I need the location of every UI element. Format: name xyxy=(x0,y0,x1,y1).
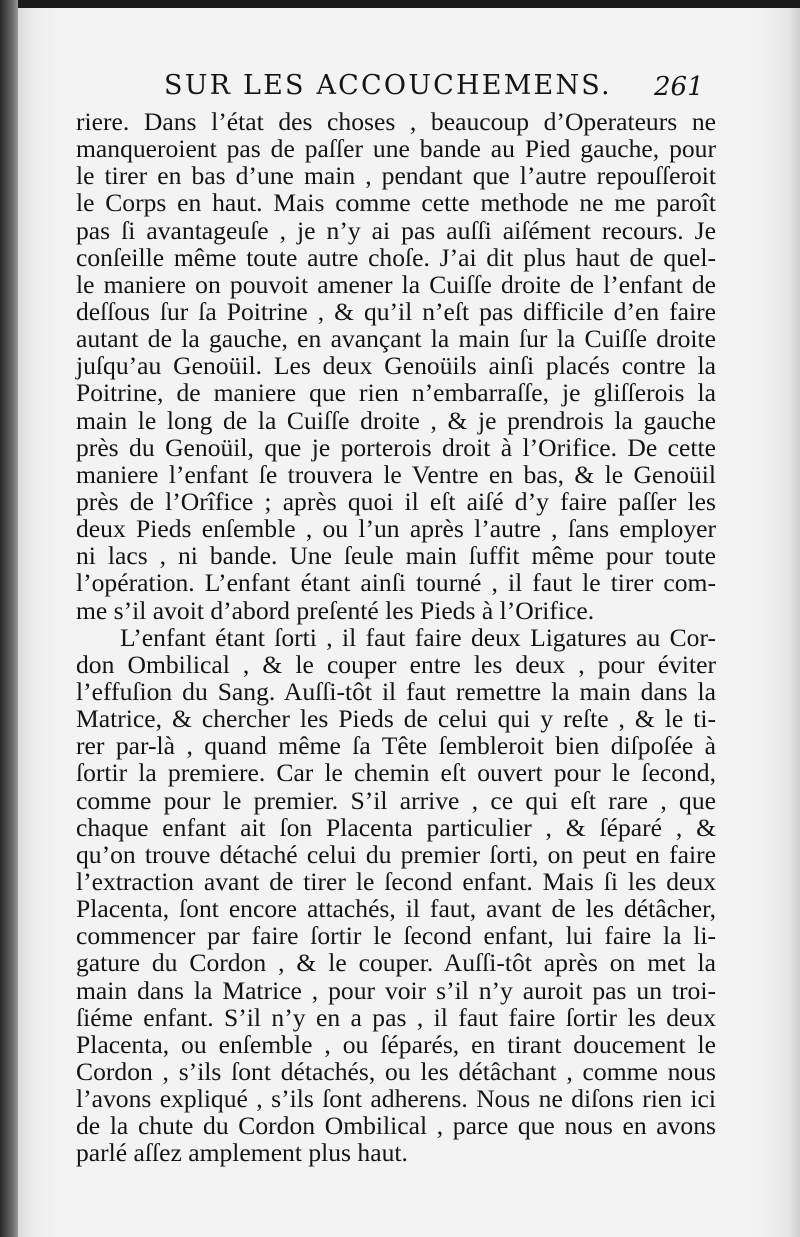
text-line: près du Genoüil, que je porterois droit à l’Orifice. De cette xyxy=(76,432,716,462)
text-line: Placenta, ou enſemble , ou ſéparés, en tirant doucement le xyxy=(76,1029,716,1059)
text-line: autant de la gauche, en avançant la main ſur la Cuiſſe droite xyxy=(76,324,716,354)
text-line: Placenta, ſont encore attachés, il faut, avant de les détâcher, xyxy=(76,894,716,924)
text-line: Matrice, & chercher les Pieds de celui qui y reſte , & le ti- xyxy=(76,704,716,734)
text-line: riere. Dans l’état des choses , beaucoup d’Operateurs ne xyxy=(76,107,716,136)
text-line: deux Pieds enſemble , ou l’un après l’autre , ſans employer xyxy=(76,514,716,544)
text-line: juſqu’au Genoüil. Les deux Genoüils ainſi placés contre la xyxy=(76,351,716,381)
paragraphs xyxy=(76,108,716,1166)
text-line: main dans la Matrice , pour voir s’il n’y auroit pas un troi- xyxy=(76,975,716,1005)
text-line: le Corps en haut. Mais comme cette methode ne me paroît xyxy=(76,188,716,218)
text-line: comme pour le premier. S’il arrive , ce qui eſt rare , que xyxy=(76,785,716,815)
text-line: qu’on trouve détaché celui du premier ſorti, on peut en faire xyxy=(76,839,716,869)
text-line: parlé aſſez amplement plus haut. xyxy=(76,1138,408,1168)
book-spine-shadow xyxy=(0,0,18,1237)
page-header xyxy=(18,70,800,110)
text-line: gature du Cordon , & le couper. Auſſi-tôt après on met la xyxy=(76,948,716,978)
paragraph xyxy=(76,624,716,1167)
text-line: rer par-là , quand même ſa Tête ſembleroit bien diſpoſée à xyxy=(76,731,716,761)
paragraph xyxy=(76,108,716,624)
text-line: ni lacs , ni bande. Une ſeule main ſuffit même pour toute xyxy=(76,541,716,571)
text-line: le maniere on pouvoit amener la Cuiſſe droite de l’enfant de xyxy=(76,269,716,299)
text-line: conſeille même toute autre choſe. J’ai dit plus haut de quel- xyxy=(76,242,716,272)
text-line: l’extraction avant de tirer le ſecond enfant. Mais ſi les deux xyxy=(76,866,716,896)
text-line: chaque enfant ait ſon Placenta particulier , & ſéparé , & xyxy=(76,812,716,842)
text-line: l’opération. L’enfant étant ainſi tourné , il faut le tirer com- xyxy=(76,568,716,598)
text-line: don Ombilical , & le couper entre les deux , pour éviter xyxy=(76,649,716,679)
text-line: ſiéme enfant. S’il n’y en a pas , il faut faire ſortir les deux xyxy=(76,1002,716,1032)
text-line: commencer par faire ſortir le ſecond enfant, lui faire la li- xyxy=(76,921,716,951)
text-line: main le long de la Cuiſſe droite , & je prendrois la gauche xyxy=(76,405,716,435)
text-line: ſortir la premiere. Car le chemin eſt ouvert pour le ſecond, xyxy=(76,758,716,788)
text-line: deſſous ſur ſa Poitrine , & qu’il n’eſt pas difficile d’en faire xyxy=(76,296,716,326)
text-line: L’enfant étant ſorti , il faut faire deux Ligatures au Cor- xyxy=(120,622,716,652)
text-line: Cordon , s’ils ſont détachés, ou les détâchant , comme nous xyxy=(76,1056,716,1086)
text-line: près de l’Orîfice ; après quoi il eſt aiſé d’y faire paſſer les xyxy=(76,486,716,516)
text-line: l’avons expliqué , s’ils ſont adherens. Nous ne diſons rien ici xyxy=(76,1084,716,1114)
text-line: de la chute du Cordon Ombilical , parce que nous en avons xyxy=(76,1111,716,1141)
text-line: manqueroient pas de paſſer une bande au Pied gauche, pour xyxy=(76,134,716,164)
text-line: le tirer en bas d’une main , pendant que l’autre repouſſeroit xyxy=(76,161,716,191)
body-text xyxy=(76,108,716,1166)
running-head: SUR LES ACCOUCHEMENS. xyxy=(164,70,612,101)
text-line: maniere l’enfant ſe trouvera le Ventre en bas, & le Genoüil xyxy=(76,459,716,489)
text-line: pas ſi avantageuſe , je n’y ai pas auſſi aiſément recours. Je xyxy=(76,215,716,245)
book-page xyxy=(18,8,800,1237)
text-line: Poitrine, de maniere que rien n’embarraſſe, je gliſſerois la xyxy=(76,378,716,408)
text-line: me s’il avoit d’abord preſenté les Pieds à l’Orifice. xyxy=(76,595,595,625)
text-line: l’effuſion du Sang. Auſſi-tôt il faut remettre la main dans la xyxy=(76,676,716,706)
page-number: 261 xyxy=(654,72,704,102)
